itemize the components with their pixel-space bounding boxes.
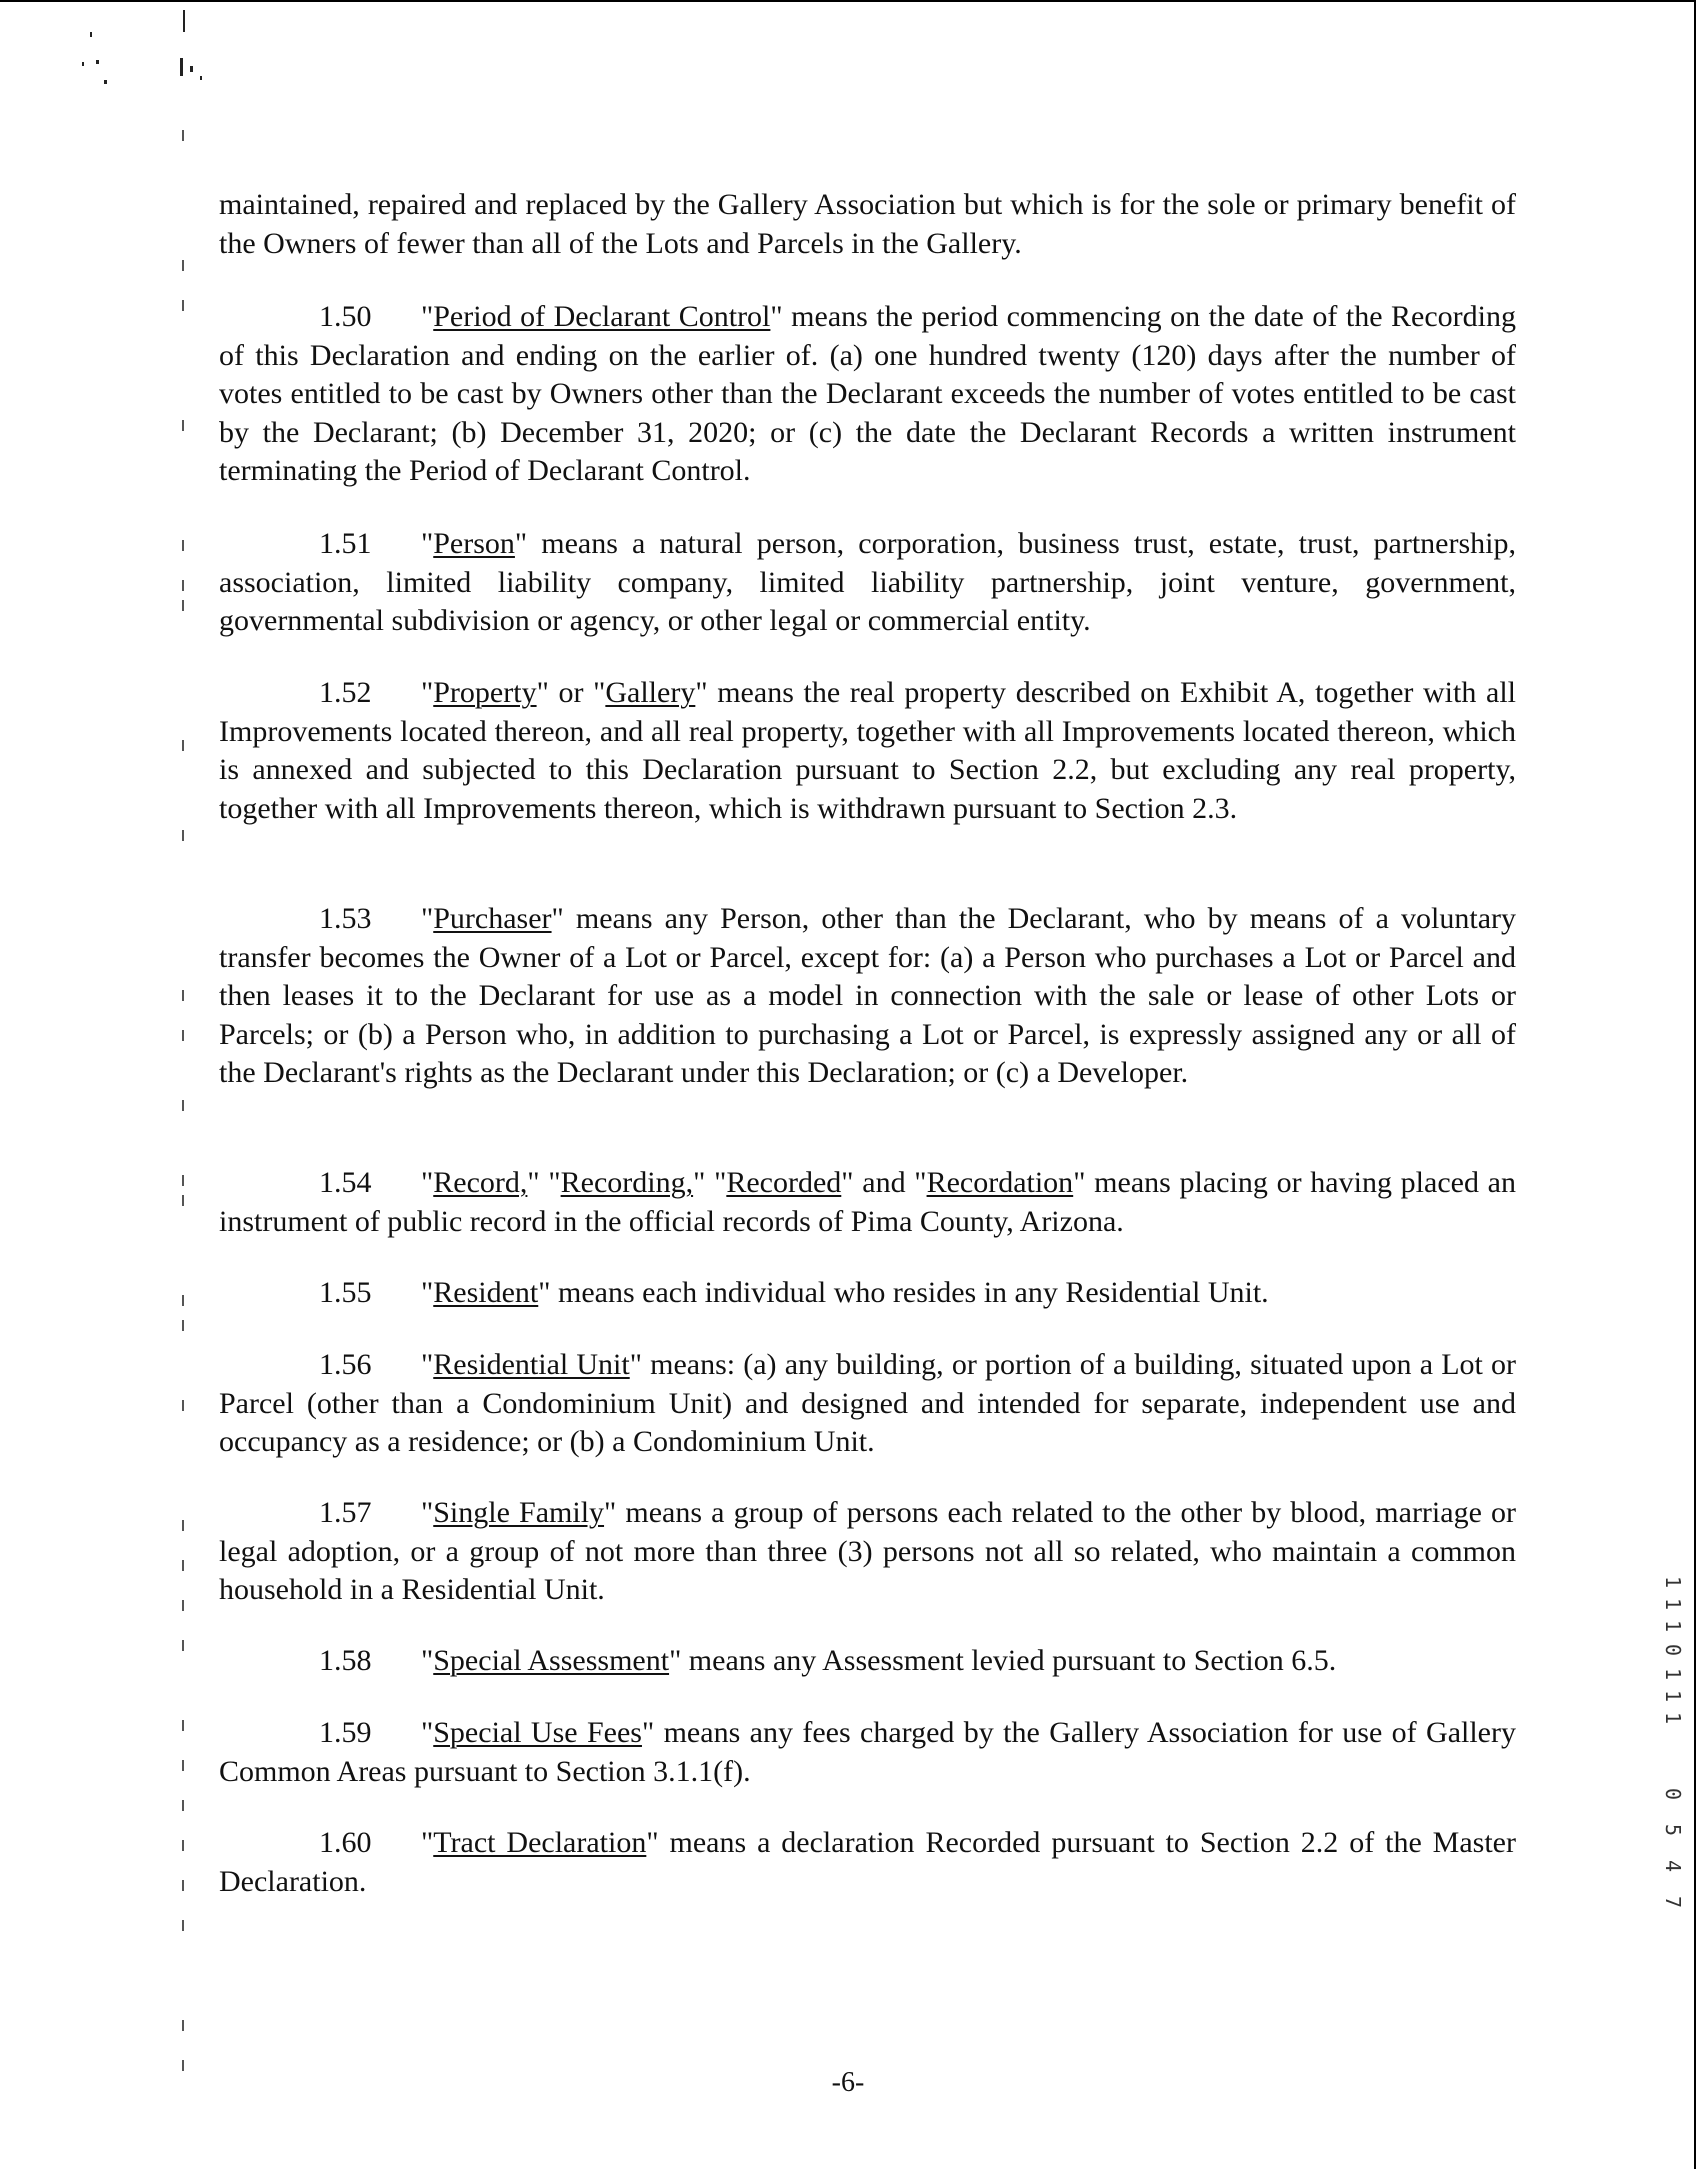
scan-speck [104,80,107,84]
section-number: 1.52 [319,676,372,709]
term-separator: " " [527,1166,561,1199]
defined-term: Special Assessment [433,1644,670,1677]
margin-tick [182,1720,184,1731]
paragraph-1-50 [219,298,1516,491]
margin-tick [182,580,184,591]
quote-open: " [421,902,434,935]
definition-text: " means a natural person, corporation, business trust, estate, trust, partnership, association, limited liability company, limited liability partnership, joint venture, government, governmental subdivision or agency, or other legal or commercial entity. [219,527,1516,637]
stamp-digit: 1 [1661,1667,1685,1681]
term-separator: " and " [841,1166,927,1199]
margin-tick [182,1400,184,1411]
defined-term: Period of Declarant Control [433,300,771,333]
margin-tick [182,420,184,431]
term-separator: " " [693,1166,727,1199]
section-number: 1.55 [319,1276,372,1309]
paragraph-1-57 [219,1494,1516,1610]
definition-text: " means the real property described on Exhibit A, together with all Improvements located thereon, and all real property, together with all Improvements located thereon, which is annexed and subjected to this Declaration pursuant to Section 2.2, but excluding any real property, together with all Improvements thereon, which is withdrawn pursuant to Section 2.3. [219,676,1516,825]
paragraph-1-60 [219,1824,1516,1901]
paragraph-1-51 [219,525,1516,641]
section-number: 1.59 [319,1716,372,1749]
margin-tick [182,260,184,271]
margin-tick [182,600,184,611]
quote-open: " [421,300,434,333]
scan-speck [96,60,99,64]
stamp-digit: 1 [1661,1575,1685,1589]
paragraph-1-53 [219,900,1516,1093]
margin-tick [182,1800,184,1811]
stamp-digit: 1 [1661,1689,1685,1703]
scan-top-border [0,0,1696,2]
scan-speck [200,76,202,80]
definition-text: " means any Person, other than the Declarant, who by means of a voluntary transfer becomes the Owner of a Lot or Parcel, except for: (a) a Person who purchases a Lot or Parcel and then leases it to the Declarant for use as a model in connection with the sale or lease of other Lots or Parcels; or (b) a Person who, in addition to purchasing a Lot or Parcel, is expressly assigned any or all of the Declarant's rights as the Declarant under this Declaration; or (c) a Developer. [219,902,1516,1089]
stamp-digit: 1 [1661,1597,1685,1611]
definition-text: " means: (a) any building, or portion of a building, situated upon a Lot or Parcel (other than a Condominium Unit) and designed and intended for separate, independent use and occupancy as a residence; or (b) a Condominium Unit. [219,1348,1516,1458]
stamp-digit: 0 [1661,1787,1685,1801]
defined-term: Tract Declaration [433,1826,647,1859]
margin-tick [182,1880,184,1891]
stamp-digit: 5 [1661,1823,1685,1837]
scan-speck [180,58,183,76]
definition-text: " means any fees charged by the Gallery Association for use of Gallery Common Areas pursuant to Section 3.1.1(f). [219,1716,1516,1788]
defined-term: Recording, [560,1166,694,1199]
definition-text: " means placing or having placed an instrument of public record in the official records of Pima County, Arizona. [219,1166,1516,1238]
paragraph-1-59 [219,1714,1516,1791]
section-number: 1.58 [319,1644,372,1677]
stamp-digit: 1 [1661,1619,1685,1633]
section-number: 1.53 [319,902,372,935]
defined-term: Recordation [926,1166,1074,1199]
stamp-digit: 7 [1661,1895,1685,1909]
defined-term: Record, [433,1166,528,1199]
defined-term: Recorded [726,1166,842,1199]
defined-term: Purchaser [433,902,552,935]
margin-tick [182,540,184,551]
section-number: 1.56 [319,1348,372,1381]
paragraph-continuation [219,186,1516,263]
quote-open: " [421,1644,434,1677]
definition-text: " means a declaration Recorded pursuant to Section 2.2 of the Master Declaration. [219,1826,1516,1898]
section-number: 1.57 [319,1496,372,1529]
margin-tick [182,1175,184,1186]
margin-tick [182,1100,184,1111]
definition-text: " means any Assessment levied pursuant to Section 6.5. [669,1644,1337,1677]
defined-term: Property [433,676,537,709]
quote-open: " [421,676,434,709]
margin-tick [182,1840,184,1851]
definition-text: " means a group of persons each related to the other by blood, marriage or legal adoption, or a group of not more than three (3) persons not all so related, who maintain a common household in a Residential Unit. [219,1496,1516,1606]
defined-term: Single Family [433,1496,605,1529]
margin-tick [182,1920,184,1931]
margin-tick [182,300,184,311]
margin-tick [182,1600,184,1611]
paragraph-1-55 [219,1274,1516,1313]
section-number: 1.51 [319,527,372,560]
defined-term: Residential Unit [433,1348,630,1381]
scan-speck [190,66,193,72]
scan-speck [90,32,92,37]
page-number: -6- [831,2067,865,2098]
section-number: 1.50 [319,300,372,333]
term-separator: " or " [536,676,606,709]
quote-open: " [421,1166,434,1199]
scan-speck [82,62,84,66]
definition-text: " means each individual who resides in any Residential Unit. [538,1276,1269,1309]
defined-term: Resident [433,1276,539,1309]
paragraph-1-56 [219,1346,1516,1462]
margin-tick [182,130,184,141]
quote-open: " [421,1826,434,1859]
margin-tick [182,2020,184,2031]
margin-tick [182,990,184,1001]
quote-open: " [421,1348,434,1381]
margin-tick [182,830,184,841]
margin-tick [182,1295,184,1306]
margin-tick [182,1640,184,1651]
scan-speck [183,10,185,32]
definition-text: " means the period commencing on the date of the Recording of this Declaration and ending on the earlier of. (a) one hundred twenty (120) days after the number of votes entitled to be cast by Owners other than the Declarant exceeds the number of votes entitled to be cast by the Declarant; (b) December 31, 2020; or (c) the date the Declarant Records a written instrument terminating the Period of Declarant Control. [219,300,1516,487]
defined-term: Person [433,527,515,560]
margin-tick [182,740,184,751]
quote-open: " [421,1276,434,1309]
stamp-digit: 0 [1661,1643,1685,1657]
paragraph-1-54 [219,1164,1516,1241]
paragraph-1-58 [219,1642,1516,1681]
defined-term: Gallery [605,676,696,709]
margin-tick [182,1195,184,1206]
defined-term: Special Use Fees [433,1716,642,1749]
paragraph-1-52 [219,674,1516,828]
margin-tick [182,1320,184,1331]
margin-tick [182,1030,184,1041]
margin-tick [182,1760,184,1771]
quote-open: " [421,1496,434,1529]
quote-open: " [421,1716,434,1749]
section-number: 1.60 [319,1826,372,1859]
margin-tick [182,1560,184,1571]
margin-tick [182,1520,184,1531]
stamp-digit: 1 [1661,1711,1685,1725]
quote-open: " [421,527,434,560]
paragraph-text: maintained, repaired and replaced by the Gallery Association but which is for the sole or primary benefit of the Owners of fewer than all of the Lots and Parcels in the Gallery. [219,188,1516,260]
stamp-digit: 4 [1661,1859,1685,1873]
section-number: 1.54 [319,1166,372,1199]
recording-stamp [1660,1570,1686,1930]
